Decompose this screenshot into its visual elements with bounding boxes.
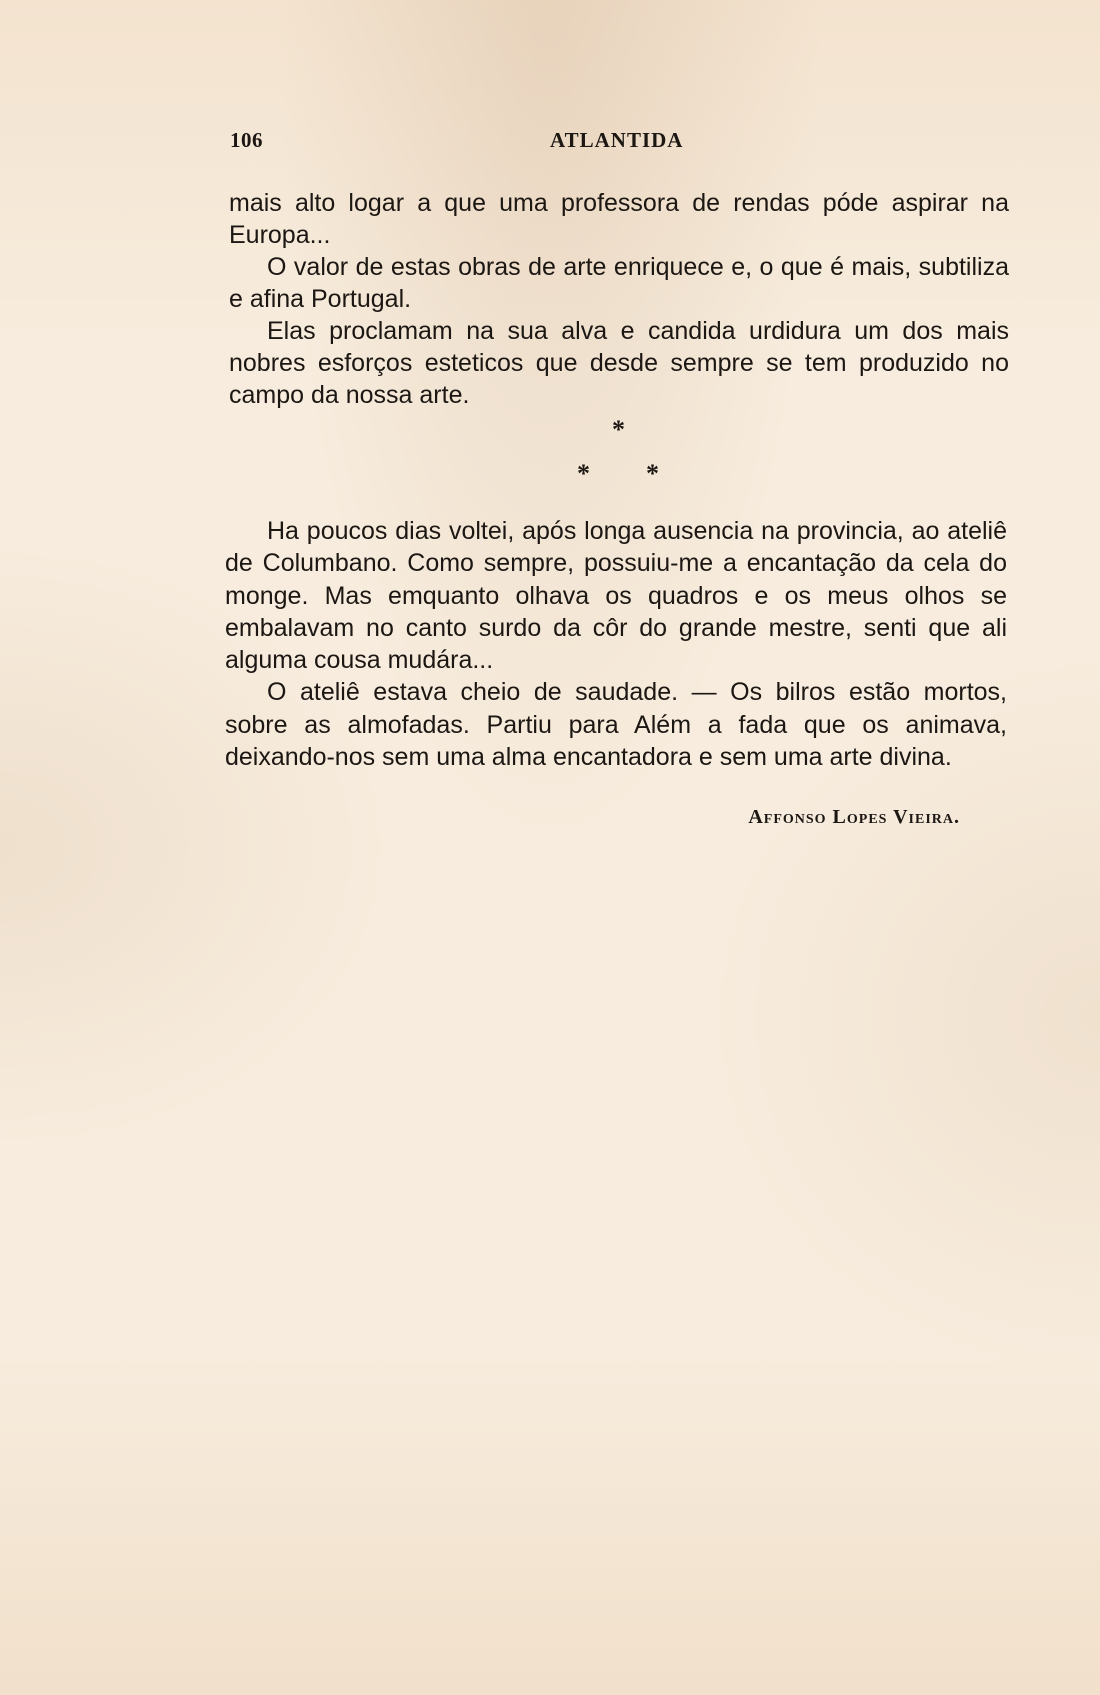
asterism-star: * [577, 459, 590, 488]
journal-title: ATLANTIDA [550, 128, 684, 152]
section-2-text [225, 515, 1007, 773]
paragraph-continuation: mais alto logar a que uma professora de rendas póde aspirar na Europa... [229, 189, 1009, 249]
page-number: 106 [230, 128, 263, 152]
asterism-star: * [612, 415, 625, 444]
paragraph: O valor de estas obras de arte enriquece e, o que é mais, subtiliza e afina Portugal. [229, 253, 1009, 313]
section-break-asterism [560, 415, 660, 488]
paragraph: Elas proclamam na sua alva e candida urdidura um dos mais nobres esforços esteticos que desde sempre se tem produzido no campo da nossa arte. [229, 317, 1009, 409]
paragraph: Ha poucos dias voltei, após longa ausencia na provincia, ao ateliê de Columbano. Como sempre, possuiu-me a encantação da cela do monge. Mas emquanto olhava os quadros e os meus olhos se embalavam no canto surdo da côr do grande mestre, senti que ali alguma cousa mudára... [225, 517, 1007, 675]
author-signature: Affonso Lopes Vieira. [748, 806, 960, 828]
section-1-text [229, 187, 1009, 411]
asterism-star: * [646, 459, 659, 488]
paragraph: O ateliê estava cheio de saudade. — Os bilros estão mortos, sobre as almofadas. Partiu para Além a fada que os animava, deixando-nos sem uma alma encantadora e sem uma arte divina. [225, 678, 1007, 772]
running-head [230, 128, 1010, 160]
